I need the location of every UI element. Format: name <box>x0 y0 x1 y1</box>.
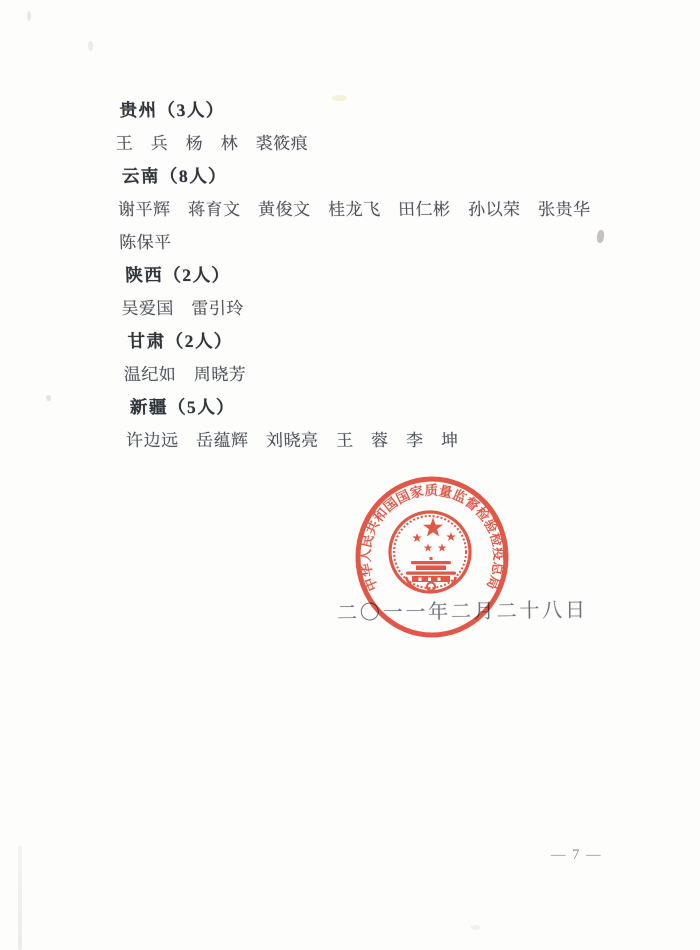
province-header-xinjiang: 新疆（5人） <box>129 397 236 417</box>
seal-ring-text: 中华人民共和国国家质量监督检验检疫总局 <box>357 482 507 594</box>
names-line-gansu: 温纪如 周晓芳 <box>123 365 247 384</box>
province-header-yunnan: 云南（8人） <box>121 166 228 186</box>
province-header-gansu: 甘肃（2人） <box>127 331 234 351</box>
scan-artifact <box>88 41 93 51</box>
names-line-xinjiang: 许边远 岳蕴辉 刘晓亮 王 蓉 李 坤 <box>125 431 459 450</box>
scan-artifact <box>18 846 22 950</box>
scan-artifact <box>46 395 51 401</box>
issue-date: 二〇一一年二月二十八日 <box>336 599 588 625</box>
official-seal-stamp <box>352 473 516 645</box>
names-line-yunnan-2: 陈保平 <box>118 233 173 252</box>
names-line-guizhou: 王 兵 杨 林 裘筱痕 <box>115 134 309 153</box>
scan-artifact <box>471 925 480 930</box>
national-emblem-icon <box>390 512 470 592</box>
province-header-shaanxi: 陕西（2人） <box>124 265 231 285</box>
names-line-yunnan-1: 谢平辉 蒋育文 黄俊文 桂龙飞 田仁彬 孙以荣 张贵华 <box>117 200 591 219</box>
scan-artifact <box>27 11 31 21</box>
scan-artifact <box>332 95 347 101</box>
page-number: — 7 — <box>551 847 602 863</box>
names-line-shaanxi: 吴爱国 雷引玲 <box>121 299 245 318</box>
province-header-guizhou: 贵州（3人） <box>119 100 226 120</box>
name-roster <box>114 94 647 457</box>
